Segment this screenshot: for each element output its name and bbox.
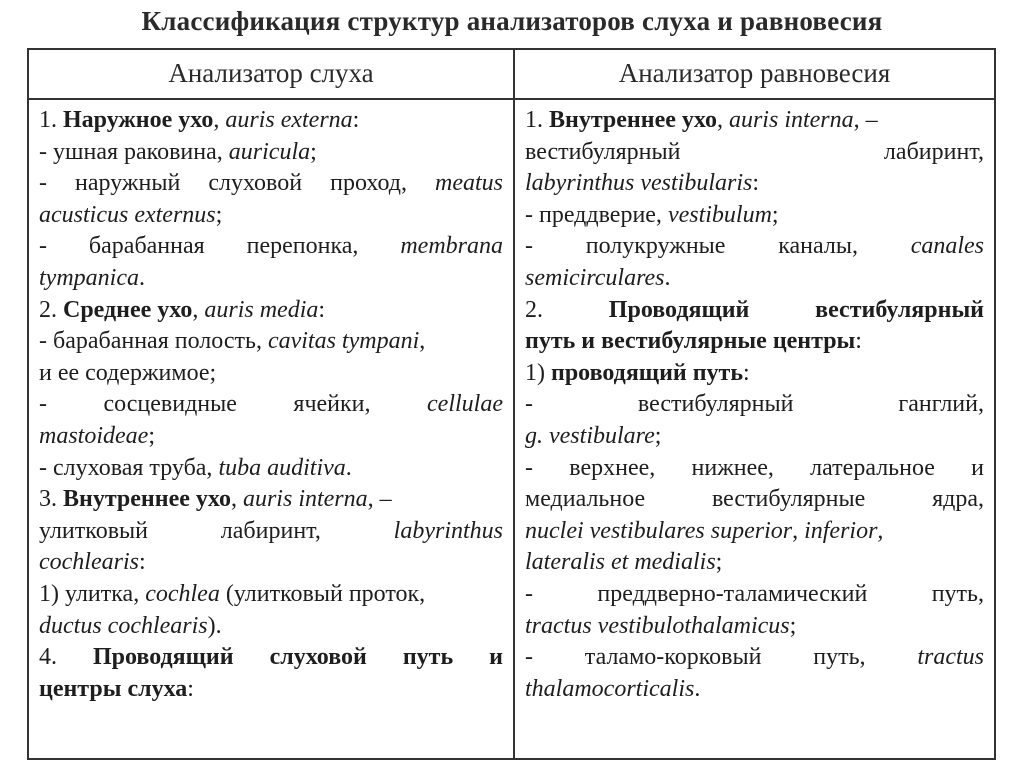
list-item: медиальное вестибулярные ядра, <box>525 486 984 513</box>
list-item: semicirculares. <box>525 264 671 291</box>
list-item: 1) проводящий путь: <box>525 359 750 386</box>
list-item: lateralis et medialis; <box>525 549 723 576</box>
list-item: 1. Наружное ухо, auris externa: <box>39 107 360 133</box>
list-item: улитковый лабиринт, labyrinthus <box>39 517 503 544</box>
hearing-analyzer-column <box>29 100 515 758</box>
page-title: Классификация структур анализаторов слуха и равновесия <box>141 6 883 36</box>
list-item: acusticus externus; <box>39 201 223 228</box>
list-item: - вестибулярный ганглий, <box>525 391 984 418</box>
list-item: tractus vestibulothalamicus; <box>525 612 797 639</box>
list-item: - сосцевидные ячейки, cellulae <box>39 391 503 418</box>
list-item: nuclei vestibulares superior, inferior, <box>525 517 884 544</box>
list-item: 2. Проводящий вестибулярный <box>525 296 985 323</box>
list-item: g. vestibulare; <box>525 422 662 449</box>
column-header-hearing: Анализатор слуха <box>29 50 515 100</box>
list-item: cochlearis: <box>39 549 146 576</box>
list-item: - слуховая труба, tuba auditiva. <box>39 454 352 481</box>
list-item: - наружный слуховой проход, meatus <box>39 170 503 197</box>
list-item: путь и вестибулярные центры: <box>525 328 862 355</box>
list-item: - верхнее, нижнее, латеральное и <box>525 454 984 481</box>
list-item: 3. Внутреннее ухо, auris interna, – <box>39 486 392 513</box>
list-item: - преддверно-таламический путь, <box>525 580 984 607</box>
list-item: и ее содержимое; <box>39 359 217 386</box>
list-item: 1. Внутреннее ухо, auris interna, – <box>525 107 878 133</box>
list-item: 1) улитка, cochlea (улитковый проток, <box>39 580 426 607</box>
list-item: центры слуха: <box>39 675 194 702</box>
list-item: - таламо-корковый путь, tractus <box>525 644 984 671</box>
list-item: - барабанная перепонка, membrana <box>39 233 503 260</box>
column-header-balance: Анализатор равновесия <box>515 50 994 100</box>
list-item: - ушная раковина, auricula; <box>39 138 317 165</box>
list-item: 2. Среднее ухо, auris media: <box>39 296 326 323</box>
list-item: labyrinthus vestibularis: <box>525 170 760 197</box>
list-item: - полукружные каналы, canales <box>525 233 984 260</box>
list-item: thalamocorticalis. <box>525 675 701 702</box>
list-item: ductus cochlearis). <box>39 612 222 639</box>
list-item: mastoideae; <box>39 422 155 449</box>
classification-table <box>27 48 996 760</box>
balance-analyzer-column <box>515 100 994 758</box>
list-item: 4. Проводящий слуховой путь и <box>39 644 503 671</box>
list-item: вестибулярный лабиринт, <box>525 138 984 165</box>
list-item: tympanica. <box>39 264 145 291</box>
list-item: - барабанная полость, cavitas tympani, <box>39 328 426 355</box>
list-item: - преддверие, vestibulum; <box>525 201 779 228</box>
